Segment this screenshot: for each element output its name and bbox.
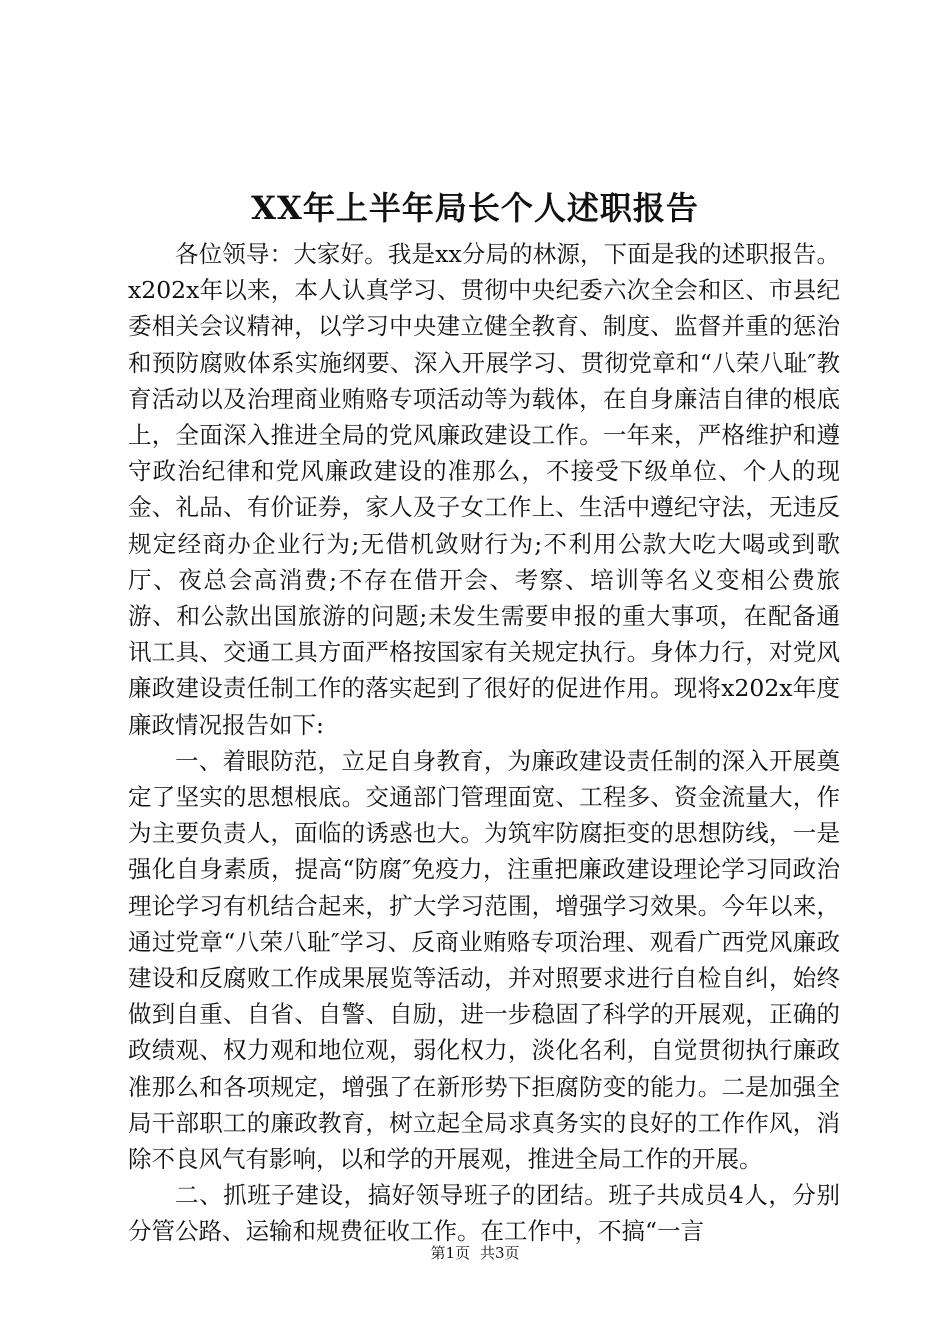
paragraph-intro: 各位领导：大家好。我是xx分局的林源，下面是我的述职报告。x202x年以来，本人认真学习、贯彻中央纪委六次全会和区、市县纪委相关会议精神，以学习中央建立健全教育、制度、监督并重的惩治和预防腐败体系实施纲要、深入开展学习、贯彻党章和“八荣八耻″教育活动以及治理商业贿赂专项活动等为载体，在自身廉洁自律的根底上，全面深入推进全局的党风廉政建设工作。一年来，严格维护和遵守政治纪律和党风廉政建设的准那么，不接受下级单位、个人的现金、礼品、有价证券，家人及子女工作上、生活中遵纪守法，无违反规定经商办企业行为;无借机敛财行为;不利用公款大吃大喝或到歌厅、夜总会高消费;不存在借开会、考察、培训等名义变相公费旅游、和公款出国旅游的问题;未发生需要申报的重大事项，在配备通讯工具、交通工具方面严格按国家有关规定执行。身体力行，对党风廉政建设责任制工作的落实起到了很好的促进作用。现将x202x年度廉政情况报告如下: (128, 240, 840, 739)
page-footer (0, 1243, 950, 1263)
document-title: XX年上半年局长个人述职报告 (251, 189, 699, 227)
paragraph-section-one: 一、着眼防范，立足自身教育，为廉政建设责任制的深入开展奠定了坚实的思想根底。交通部门管理面宽、工程多、资金流量大，作为主要负责人，面临的诱惑也大。为筑牢防腐拒变的思想防线，一是强化自身素质，提高“防腐″免疫力，注重把廉政建设理论学习同政治理论学习有机结合起来，扩大学习范围，增强学习效果。今年以来，通过党章“八荣八耻″学习、反商业贿赂专项治理、观看广西党风廉政建设和反腐败工作成果展览等活动，并对照要求进行自检自纠，始终做到自重、自省、自警、自励，进一步稳固了科学的开展观，正确的政绩观、权力观和地位观，弱化权力，淡化名利，自觉贯彻执行廉政准那么和各项规定，增强了在新形势下拒腐防变的能力。二是加强全局干部职工的廉政教育，树立起全局求真务实的良好的工作作风，消除不良风气有影响，以和学的开展观，推进全局工作的开展。 (128, 746, 840, 1174)
page-number-current: 第1页 (430, 1244, 470, 1262)
page-number-total: 共3页 (480, 1244, 520, 1262)
paragraph-section-two: 二、抓班子建设，搞好领导班子的团结。班子共成员4人，分别分管公路、运输和规费征收工作。在工作中，不搞“一言 (128, 1181, 840, 1246)
document-body (128, 236, 840, 1250)
